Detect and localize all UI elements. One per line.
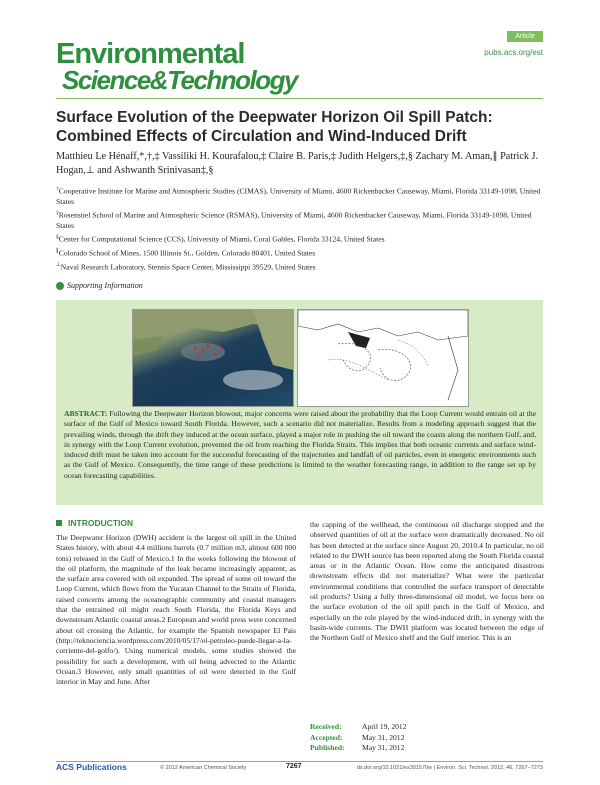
supporting-information-link[interactable]: Supporting Information (56, 281, 143, 290)
received-date: Received: April 19, 2012 (310, 722, 407, 731)
published-date: Published: May 31, 2012 (310, 743, 405, 752)
article-type-badge: Article (507, 31, 543, 42)
affiliation-1: †Cooperative Institute for Marine and Atmospheric Studies (CIMAS), University of Miami, 4600 Rickenbacker Causeway, Miami, Florida 33149-1098, United States (56, 186, 541, 206)
intro-column-1: The Deepwater Horizon (DWH) accident is the largest oil spill in the United States history, with about 4.4 millions barrels (0.7 million m3, almost 600 000 tons) released in the Gulf of Mexico.1 In the weeks following the blowout of the oil platform, the magnitude of the leak became increasingly apparent, as the surface area covered with oil expanded. The spread of some oil toward the Loop Current, which flows from the Yucatan Channel to the Straits of Florida, raised concerns among the oceanographic community and coastal managers that the entrained oil might reach South Florida, the Florida Keys and downstream Atlantic coastal areas.2 European and world press were concerned about oil crossing the Atlantic, for example the Spanish newspaper El Pais (http://teknociencia.wordpress.com/2010/05/17/el-petroleo-puede-llegar-a-la-corriente-del-golfo/). Using numerical models, some studies showed the possibility for such a development, with oil being advected to the Atlantic Ocean.3 However, only small quantities of oil were detected in the Gulf interior in May and June. After (56, 533, 296, 687)
author-list: Matthieu Le Hénaff,*,†,‡ Vassiliki H. Kourafalou,‡ Claire B. Paris,‡ Judith Helgers,‡,§ Zachary M. Aman,∥ Patrick J. Hogan,⊥ and Ashwanth Srinivasan‡,§ (56, 151, 539, 176)
journal-logo-line1: Environmental (56, 38, 245, 70)
model-map-image (297, 309, 469, 407)
affiliation-2: ‡Rosenstiel School of Marine and Atmospheric Science (RSMAS), University of Miami, 4600 Rickenbacker Causeway, Miami, Florida 33149-1098, United States (56, 210, 532, 230)
page-number: 7267 (286, 763, 302, 770)
copyright-notice: © 2012 American Chemical Society (160, 765, 247, 771)
publication-dates (310, 722, 407, 754)
doi-citation[interactable]: dx.doi.org/10.1021/es301570w | Environ. Sci. Technol. 2012, 46, 7267−7273 (356, 765, 543, 771)
affiliation-3: §Center for Computational Science (CCS), University of Miami, Coral Gables, Florida 33124, United States (56, 234, 385, 244)
footer-divider (56, 761, 543, 762)
journal-logo-line2: Science&Technology (62, 65, 297, 95)
acs-publications-logo[interactable]: ACS Publications (56, 762, 127, 772)
section-bullet-icon (56, 520, 62, 526)
header-divider (56, 98, 543, 99)
intro-column-2: the capping of the wellhead, the continuous oil discharge stopped and the observed quantities of oil at the surface were dramatically decreased. No oil has been detected at the surface since August 20, 2010.4 In particular, no oil related to the DWH source has been reported along the South Florida coastal areas or in the Atlantic Ocean. How come the anticipated disastrous downstream effects did not materialize? What were the particular environmental conditions that controlled the surface transport of detectable oil products? Using a fully three-dimensional oil model, we focus here on the surface evolution of the oil spill patch in the Gulf of Mexico, and especially on the role played by the wind-induced drift, in synergy with the basin-wide currents. The DWH platform was located between the edge of the Northern Gulf of Mexico shelf and the Gulf interior. This is an (310, 520, 544, 643)
article-title: Surface Evolution of the Deepwater Horizon Oil Spill Patch: Combined Effects of Circulation and Wind-Induced Drift (56, 109, 493, 145)
affiliation-4: ∥Colorado School of Mines, 1500 Illinois St., Golden, Colorado 80401, United States (56, 248, 316, 258)
supporting-info-icon (56, 282, 64, 290)
satellite-image (132, 309, 294, 407)
journal-url-link[interactable]: pubs.acs.org/est (484, 48, 543, 57)
abstract-text: ABSTRACT: Following the Deepwater Horizon blowout, major concerns were raised about the probability that the Loop Current would entrain oil at the surface of the Gulf of Mexico toward South Florida. However, such a scenario did not materialize. Results from a modeling approach suggest that the prevailing winds, through the drift they induced at the ocean surface, played a major role in pushing the oil toward the coasts along the northern Gulf, and, in synergy with the Loop Current evolution, prevented the oil from reaching the Florida Straits. This implies that both oceanic currents and surface wind-induced drift must be taken into account for the successful forecasting of the trajectories and landfall of oil particles, even in energetic environments such as the Gulf of Mexico. Consequently, the time range of these predictions is limited to the weather forecasting range, in addition to the range set up by ocean forecasting capabilities. (64, 409, 536, 480)
affiliation-5: ⊥Naval Research Laboratory, Stennis Space Center, Mississippi 39529, United States (56, 262, 316, 272)
introduction-heading: INTRODUCTION (56, 518, 133, 528)
accepted-date: Accepted: May 31, 2012 (310, 732, 405, 742)
